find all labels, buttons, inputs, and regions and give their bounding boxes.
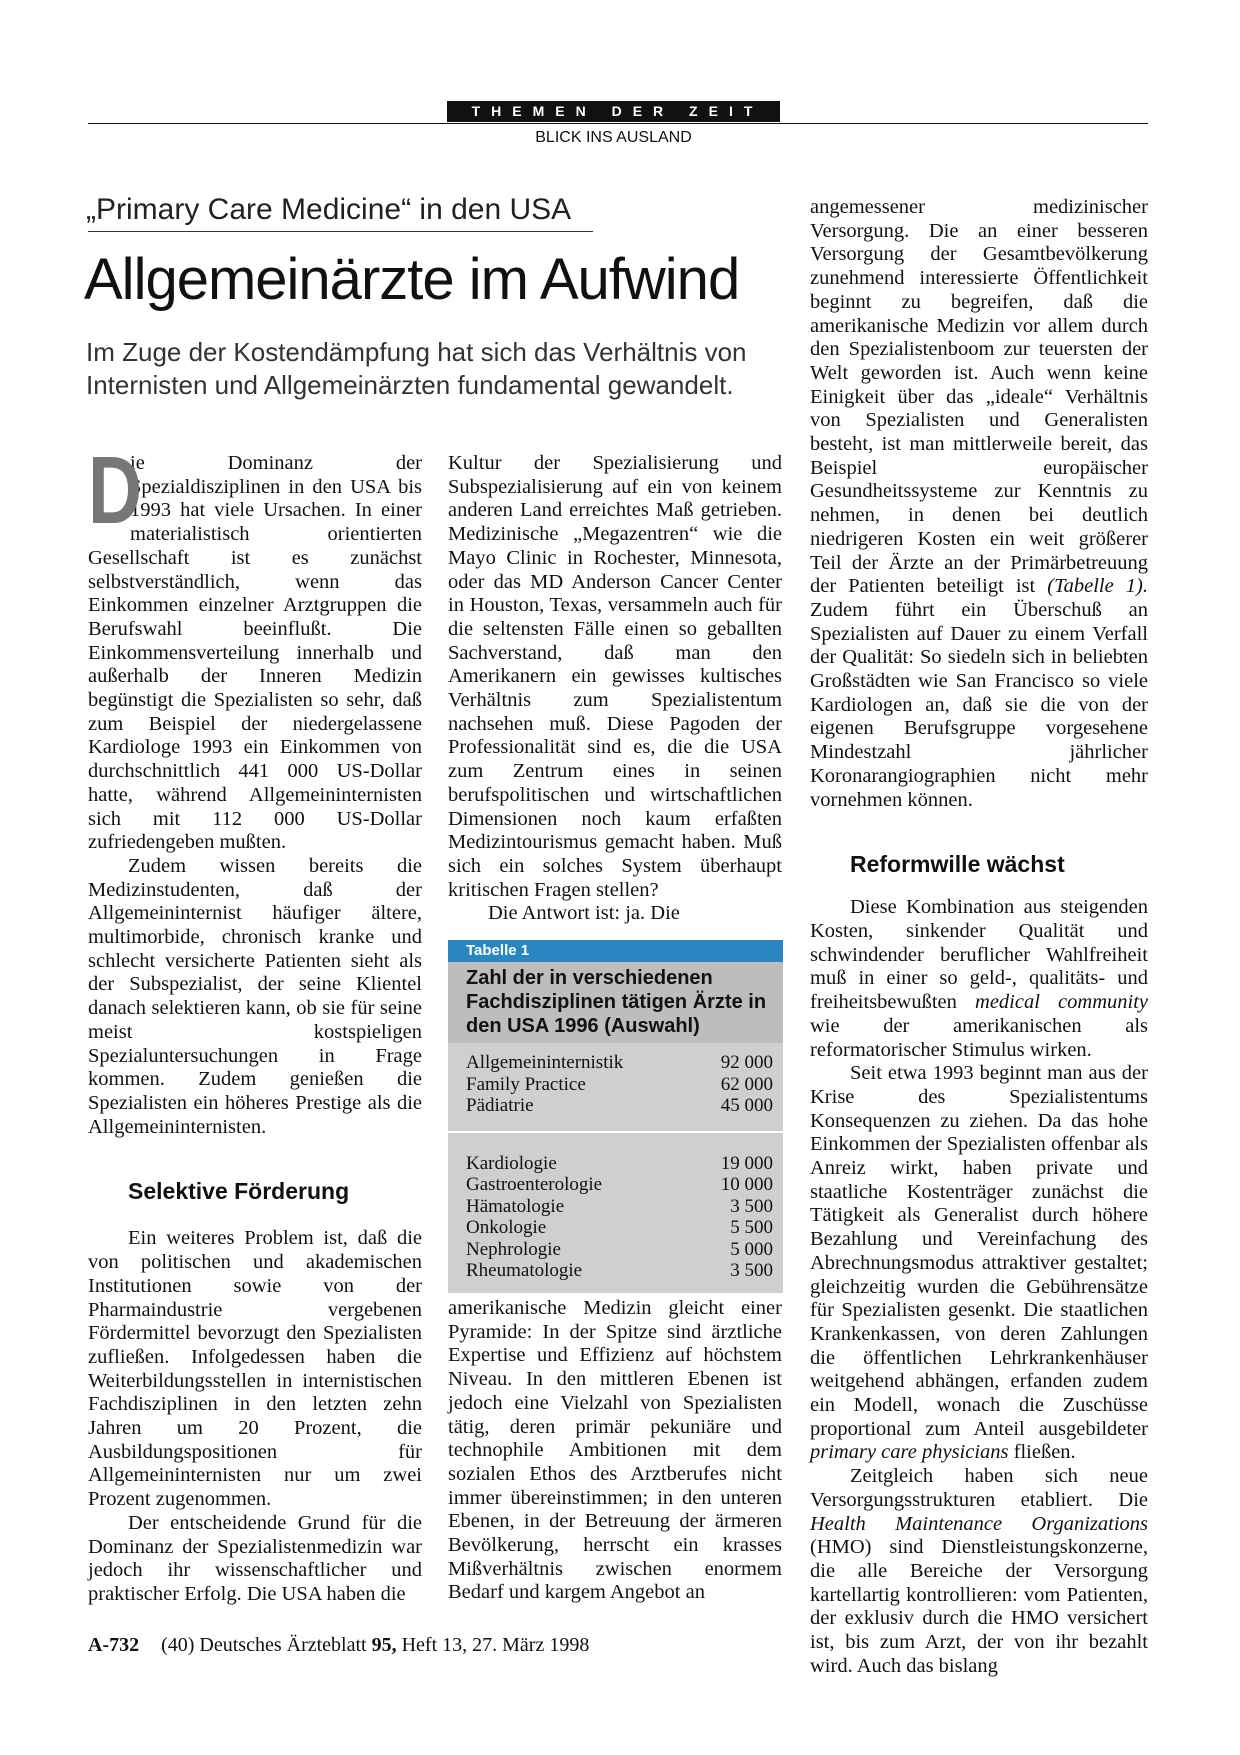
table-cell-discipline: Onkologie — [466, 1217, 547, 1238]
table-cell-count: 45 000 — [720, 1095, 773, 1116]
table-row — [466, 1095, 773, 1117]
page-number: A-732 — [88, 1634, 140, 1656]
article-lead: Im Zuge der Kostendämpfung hat sich das Verhältnis von Internisten und Allgemeinärzten fundamental gewandelt. — [86, 337, 747, 400]
spacer — [810, 878, 1148, 896]
section-heading-selektive-foerderung: Selektive Förderung — [128, 1178, 350, 1205]
table-group-specialties — [448, 1133, 783, 1293]
table-cell-count: 92 000 — [720, 1052, 773, 1073]
article-headline: Allgemeinärzte im Aufwind — [84, 247, 740, 312]
table-cell-count: 10 000 — [720, 1174, 773, 1195]
paragraph-4-continued: Kultur der Spezialisierung und Subspezialisierung auf ein von keinem anderen Land erreichtes Maß getrieben. Medizinische „Megazentren“ wie die Mayo Clinic in Rochester, Minnesota, oder das MD Anderson Cancer Center in Houston, Texas, versammeln auch für die seltensten Fälle einen so geballten Sachverstand, daß man den Amerikanern ein gewisses kultisches Verhältnis zum Spezialistentum nachsehen muß. Diese Pagoden der Professionalität sind es, die die USA zum Zentrum eines in seinen berufspolitischen und wirtschaftlichen Dimensionen noch kaum erfaßten Medizintourismus gemacht haben. Muß sich ein solches System überhaupt kritischen Fragen stellen? — [448, 452, 782, 901]
section-rubric: THEMEN DER ZEIT — [447, 101, 780, 122]
paragraph-4: Der entscheidende Grund für die Dominanz der Spezialistenmedizin war jedoch ihr wissenschaftlicher und praktischer Erfolg. Die USA haben die — [88, 1511, 422, 1605]
table-cell-discipline: Hämatologie — [466, 1195, 565, 1217]
table-cell-discipline: Rheumatologie — [466, 1260, 583, 1281]
column-2-continued — [448, 1297, 782, 1605]
table-row — [466, 1052, 773, 1074]
table-row — [466, 1239, 773, 1261]
paragraph-8-emphasis: Health Maintenance Organizations — [810, 1512, 1148, 1535]
table-group-primary — [448, 1043, 783, 1117]
table-cell-count: 3 500 — [730, 1260, 773, 1281]
paragraph-7-emphasis: primary care physicians — [810, 1441, 1009, 1464]
section-heading-reformwille: Reformwille wächst — [850, 851, 1065, 878]
table-row — [466, 1174, 773, 1196]
spacer — [810, 812, 1148, 850]
paragraph-5-continued: amerikanische Medizin gleicht einer Pyramide: In der Spitze sind ärztliche Expertise und Effizienz auf höchstem Niveau. In den mittleren Ebenen ist jedoch eine Vielzahl von Spezialisten tätig, deren primär pekuniäre und technophile Ambitionen mit dem sozialen Ethos des Arztberufes nicht immer übereinstimmen; in den unteren Ebenen, in der Betreuung der ärmeren Bevölkerung, herrscht ein krasses Mißverhältnis zwischen enormem Bedarf und kargem Angebot an — [448, 1297, 782, 1604]
table-cell-count: 19 000 — [720, 1152, 773, 1174]
header-rule — [88, 123, 1148, 124]
paragraph-6: Diese Kombination aus steigenden Kosten, sinkender Qualität und schwindender beruflicher Wahlfreiheit muß in einer so geld-, qualitäts- und freiheitsbewußten medical community wie der amerikanischen als reformatorischer Stimulus wirken. — [810, 896, 1148, 1061]
table-label: Tabelle 1 — [448, 940, 783, 962]
paragraph-1-text: ie Dominanz der Spezialdisziplinen in den USA bis 1993 hat viele Ursachen. In einer materialistisch orientierten Gesellschaft ist es zunächst selbstverständlich, wenn das Einkommen einzelner Arztgruppen die Berufswahl beeinflußt. Die Einkommensverteilung innerhalb und außerhalb der Inneren Medizin begünstigt die Spezialisten so sehr, daß zum Beispiel der niedergelassene Kardiologe 1993 ein Einkommen von durchschnittlich 441 000 US-Dollar hatte, während Allgemeininternisten sich mit 112 000 US-Dollar zufriedengeben mußten. — [88, 452, 422, 854]
journal-citation: (40) Deutsches Ärzteblatt — [161, 1634, 367, 1656]
journal-volume: 95, — [371, 1634, 397, 1656]
table-row — [466, 1196, 773, 1218]
paragraph-6-emphasis: medical community — [975, 991, 1148, 1014]
article-kicker: „Primary Care Medicine“ in den USA — [86, 193, 572, 226]
paragraph-1 — [88, 437, 422, 855]
table-cell-discipline: Family Practice — [466, 1073, 586, 1095]
table-row — [466, 1153, 773, 1175]
table-row — [466, 1260, 773, 1282]
data-table-box — [448, 940, 783, 1293]
table-row — [466, 1217, 773, 1239]
table-cell-discipline: Kardiologie — [466, 1152, 557, 1174]
paragraph-7: Seit etwa 1993 beginnt man aus der Krise des Spezialistentums Konsequenzen zu ziehen. Da das hohe Einkommen der Spezialisten offenbar als Anreiz wirkt, haben private und staatliche Kostenträger zunächst die Tätigkeit als Generalist durch höhere Bezahlung und Vereinfachung des Abrechnungsmodus attraktiver gestaltet; gleichzeitig wurden die Gebührensätze für Spezialisten gesenkt. Die staatlichen Krankenkassen, von deren Zahlungen die öffentlichen Lehrkrankenhäuser weitgehend abhängen, erfanden zudem ein Modell, wonach die Zuschüsse proportional zum Anteil ausgebildeter primary care physicians fließen. — [810, 1062, 1148, 1464]
table-cell-discipline: Pädiatrie — [466, 1095, 534, 1116]
paragraph-5-end: angemessener medizinischer Versorgung. Die an einer besseren Versorgung der Gesamtbevölkerung zunehmend interessierte Öffentlichkeit beginnt zu begreifen, daß die amerikanische Medizin vor allem durch den Spezialistenboom zur teuersten der Welt geworden ist. Auch wenn keine Einigkeit über das „ideale“ Verhältnis von Spezialisten und Generalisten besteht, ist man mittlerweile bereit, das Beispiel europäischer Gesundheitssysteme zur Kenntnis zu nehmen, in denen bei deutlich niedrigeren Kosten ein weit größerer Teil der Ärzte an der Primärbetreuung der Patienten beteiligt ist (Tabelle 1). Zudem führt ein Überschuß an Spezialisten auf Dauer zu einem Verfall der Qualität: So siedeln sich in beliebten Großstädten wie San Francisco so viele Kardiologen an, daß sie die von der eigenen Berufsgruppe vorgesehene Mindestzahl jährlicher Koronarangiographien nicht mehr vornehmen können. — [810, 196, 1148, 811]
table-reference: (Tabelle 1). — [1047, 575, 1148, 598]
journal-issue-date: Heft 13, 27. März 1998 — [401, 1634, 590, 1656]
table-cell-discipline: Nephrologie — [466, 1238, 561, 1260]
table-row — [466, 1074, 773, 1096]
table-title: Zahl der in verschiedenen Fachdisziplinen tätigen Ärzte in den USA 1996 (Auswahl) — [448, 962, 783, 1043]
column-2 — [448, 452, 782, 926]
paragraph-8: Zeitgleich haben sich neue Versorgungsstrukturen etabliert. Die Health Maintenance Organizations (HMO) sind Dienstleistungskonzerne, die alle Bereiche der Versorgung kartellartig kontrollieren: vom Patienten, der exklusiv durch die HMO versichert ist, bis zum Arzt, der von ihr bezahlt wird. Auch das bislang — [810, 1465, 1148, 1677]
column-1 — [88, 437, 422, 1614]
table-cell-count: 5 000 — [730, 1238, 773, 1260]
kicker-rule — [88, 231, 593, 232]
paragraph-2: Zudem wissen bereits die Medizinstudenten, daß der Allgemeininternist häufiger ältere, multimorbide, chronisch kranke und schlecht versicherte Patienten sieht als der Subspezialist, der seine Klientel danach selektieren kann, ob sie für seine meist kostspieligen Spezialuntersuchungen in Frage kommen. Zudem genießen die Spezialisten ein höheres Prestige als die Allgemeininternisten. — [88, 854, 422, 1138]
table-cell-discipline: Allgemeininternistik — [466, 1052, 624, 1073]
section-label: BLICK INS AUSLAND — [535, 129, 692, 146]
table-cell-count: 62 000 — [720, 1073, 773, 1095]
column-3 — [810, 196, 1148, 1677]
table-cell-count: 3 500 — [730, 1195, 773, 1217]
paragraph-3: Ein weiteres Problem ist, daß die von politischen und akademischen Institutionen sowie von der Pharmaindustrie vergebenen Fördermittel bevorzugt den Spezialisten zufließen. Infolgedessen haben die Weiterbildungsstellen in internistischen Fachdisziplinen in den letzten zehn Jahren um 20 Prozent, die Ausbildungspositionen für Allgemeininternisten nur um zwei Prozent zugenommen. — [88, 1227, 422, 1511]
table-cell-discipline: Gastroenterologie — [466, 1174, 603, 1195]
page-footer — [88, 1633, 788, 1657]
table-cell-count: 5 500 — [730, 1217, 773, 1238]
drop-cap: D — [88, 437, 143, 544]
paragraph-5: Die Antwort ist: ja. Die — [488, 902, 680, 925]
